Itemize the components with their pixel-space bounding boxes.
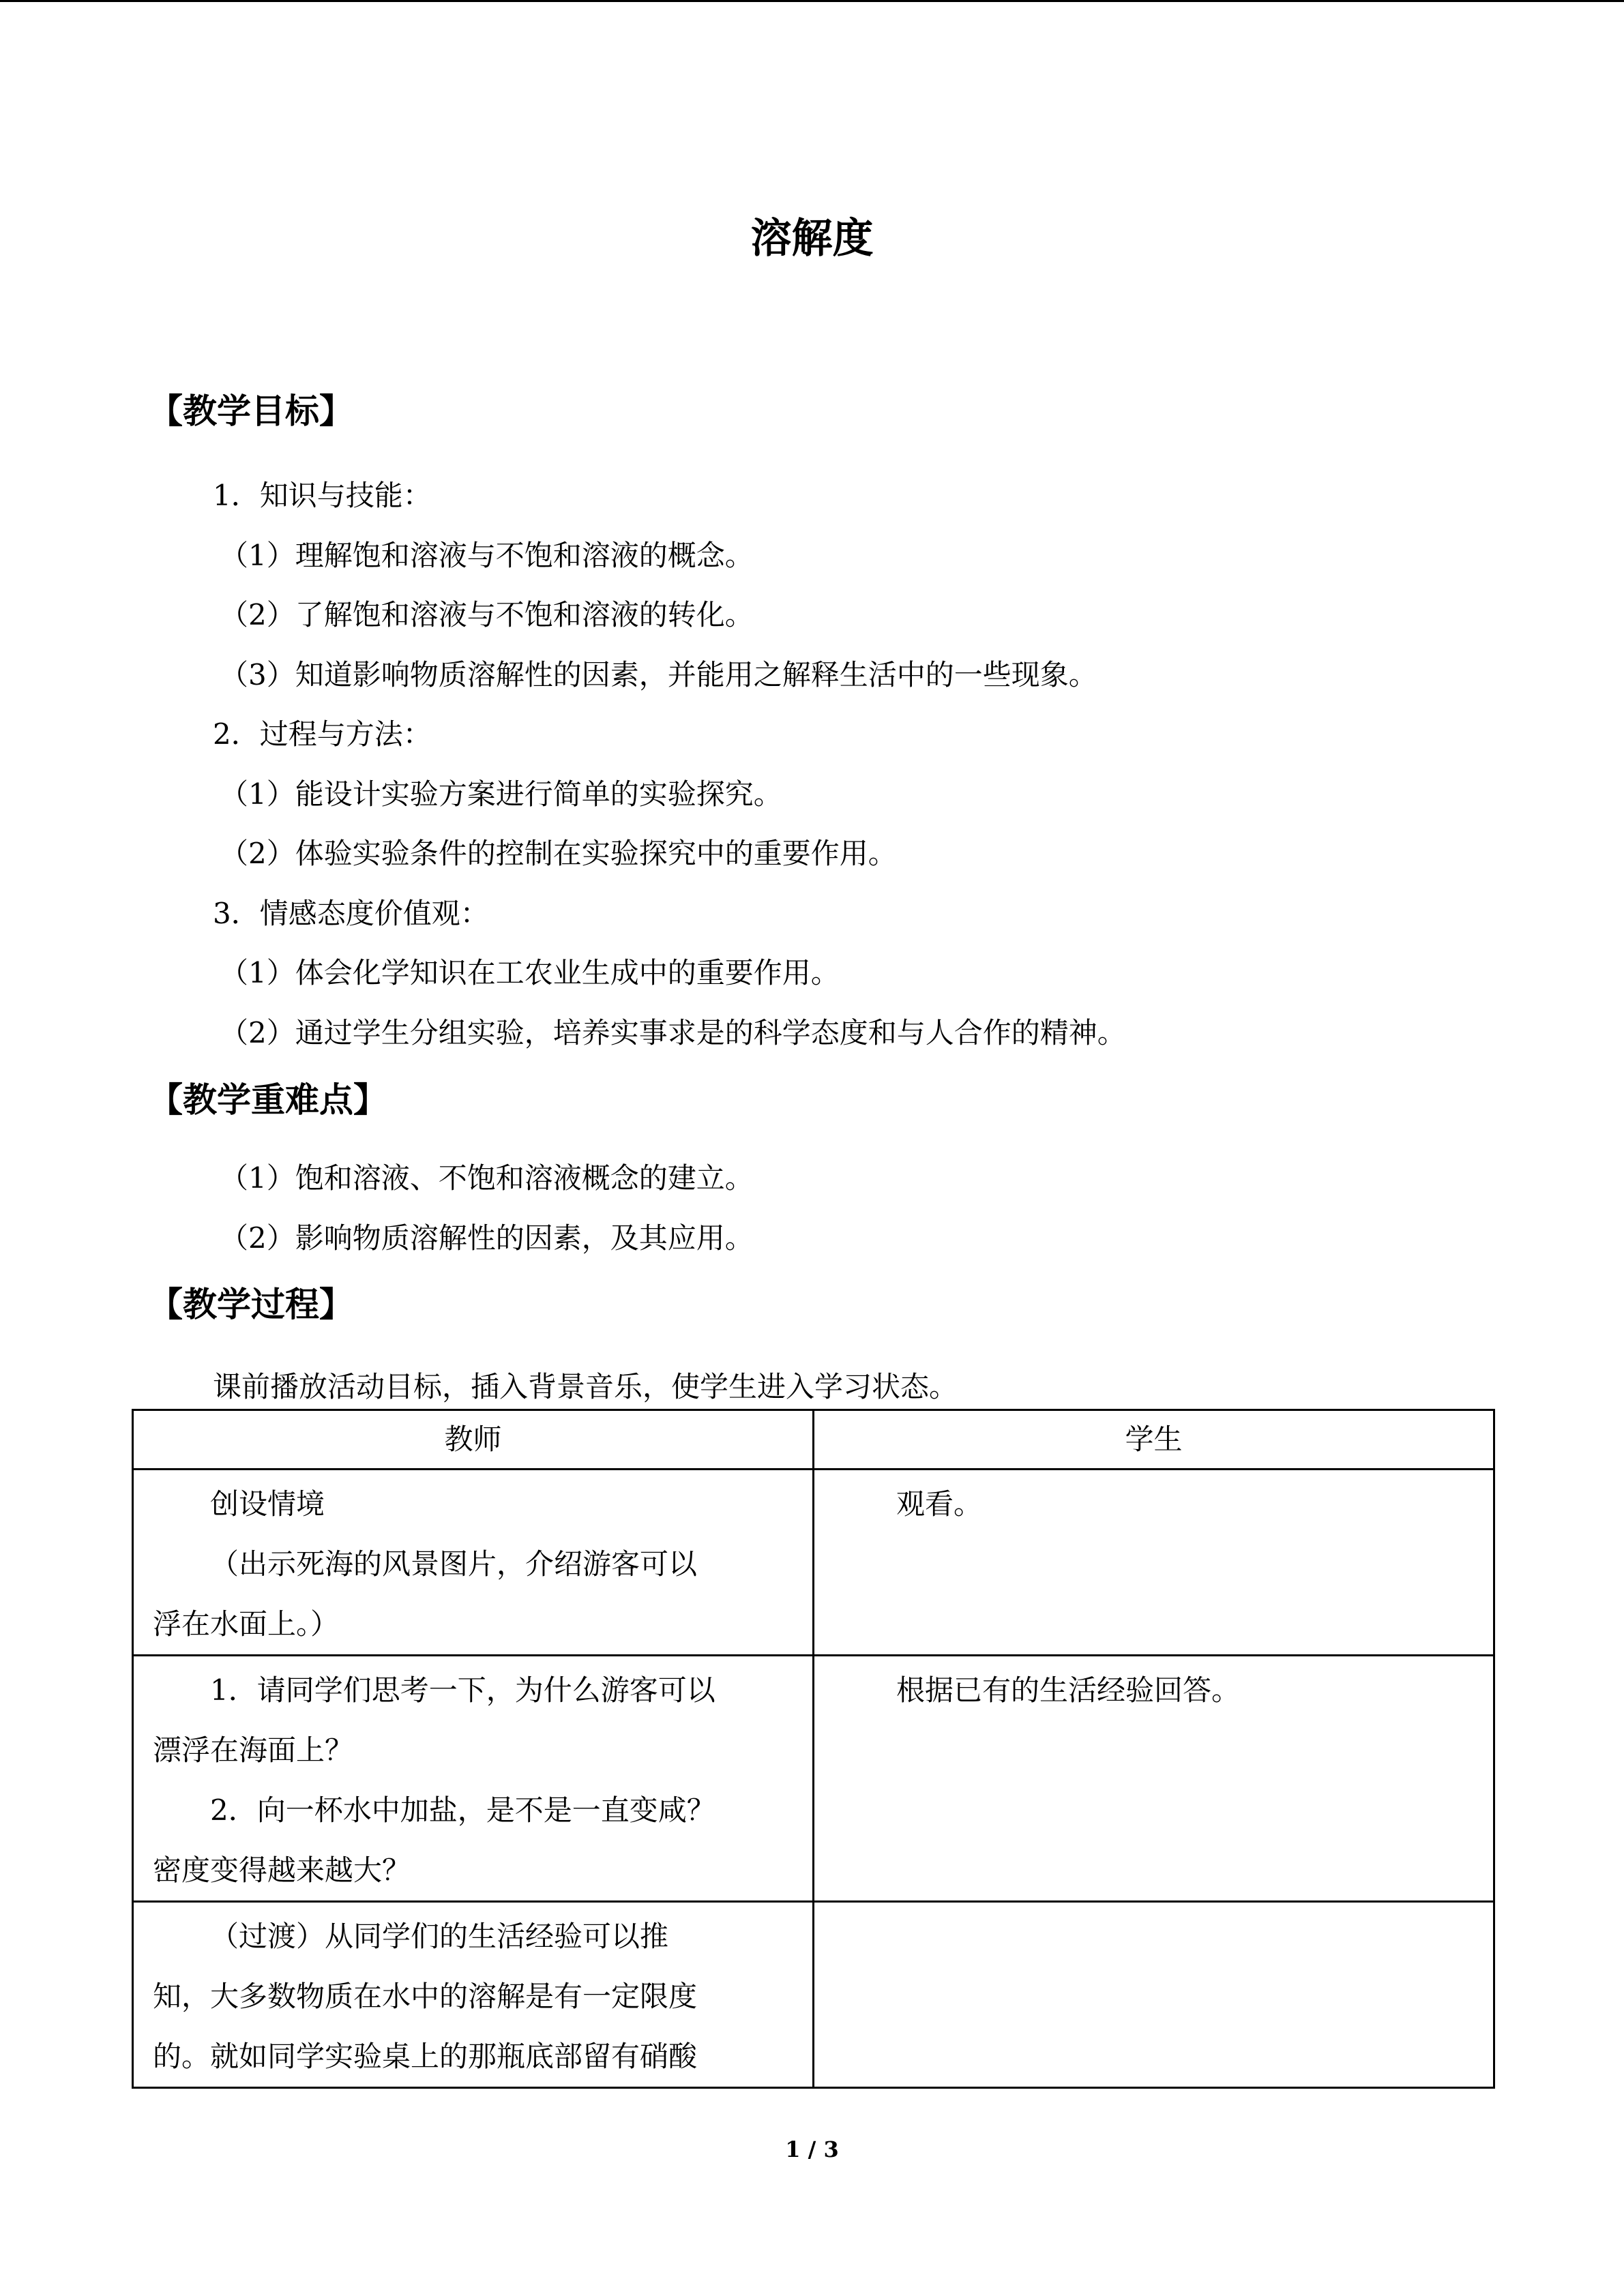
process-intro: 课前播放活动目标，插入背景音乐，使学生进入学习状态。	[213, 1370, 958, 1403]
objective-line: （1）理解饱和溶液与不饱和溶液的概念。	[220, 539, 754, 572]
objective-line: 3．情感态度价值观：	[213, 897, 489, 930]
student-text: 观看。	[896, 1487, 983, 1521]
top-border-line	[0, 0, 1624, 2]
objective-line: （1）能设计实验方案进行简单的实验探究。	[220, 777, 782, 811]
objective-line: （2）体验实验条件的控制在实验探究中的重要作用。	[220, 837, 897, 870]
key-point-line: （1）饱和溶液、不饱和溶液概念的建立。	[220, 1161, 754, 1195]
objective-line: （2）通过学生分组实验，培养实事求是的科学态度和与人合作的精神。	[220, 1016, 1126, 1049]
key-point-line: （2）影响物质溶解性的因素，及其应用。	[220, 1221, 754, 1255]
student-text	[814, 1903, 1493, 1907]
teacher-text-line: 创设情境	[210, 1487, 325, 1521]
objective-line: （3）知道影响物质溶解性的因素，并能用之解释生活中的一些现象。	[220, 658, 1097, 691]
page-title: 溶解度	[750, 215, 874, 263]
student-cell	[814, 1902, 1494, 2088]
table-header-row	[133, 1410, 1494, 1470]
student-cell	[814, 1470, 1494, 1656]
header-student: 学生	[814, 1410, 1494, 1470]
table-row	[133, 1902, 1494, 2088]
table-row	[133, 1470, 1494, 1656]
header-teacher: 教师	[133, 1410, 814, 1470]
teacher-cell	[133, 1902, 814, 2088]
teacher-text-line: 1．请同学们思考一下，为什么游客可以	[210, 1673, 715, 1707]
teacher-cell	[133, 1470, 814, 1656]
teacher-text-line: 的。就如同学实验桌上的那瓶底部留有硝酸	[153, 2040, 698, 2073]
student-cell	[814, 1656, 1494, 1902]
teacher-text-line: （过渡）从同学们的生活经验可以推	[210, 1920, 669, 1953]
section-heading-objectives: 【教学目标】	[149, 391, 353, 431]
page-indicator: 1 / 3	[785, 2136, 839, 2162]
teacher-text-line: 知，大多数物质在水中的溶解是有一定限度	[153, 1980, 698, 2013]
section-heading-process: 【教学过程】	[149, 1285, 353, 1324]
teacher-text-line: 密度变得越来越大？	[153, 1853, 411, 1887]
objective-line: 1．知识与技能：	[213, 479, 432, 512]
teacher-text-line: 2．向一杯水中加盐，是不是一直变咸？	[210, 1793, 715, 1827]
section-heading-key-points: 【教学重难点】	[149, 1080, 387, 1120]
teacher-text-line: 浮在水面上。）	[153, 1607, 340, 1641]
table-row	[133, 1656, 1494, 1902]
teaching-process-table	[132, 1409, 1495, 2089]
objective-line: 2．过程与方法：	[213, 717, 432, 751]
objective-line: （2）了解饱和溶液与不饱和溶液的转化。	[220, 598, 754, 631]
teacher-text-line: 漂浮在海面上？	[153, 1733, 354, 1767]
teacher-text-line: （出示死海的风景图片，介绍游客可以	[210, 1547, 698, 1581]
objective-line: （1）体会化学知识在工农业生成中的重要作用。	[220, 956, 840, 989]
teacher-cell	[133, 1656, 814, 1902]
student-text: 根据已有的生活经验回答。	[896, 1673, 1241, 1707]
